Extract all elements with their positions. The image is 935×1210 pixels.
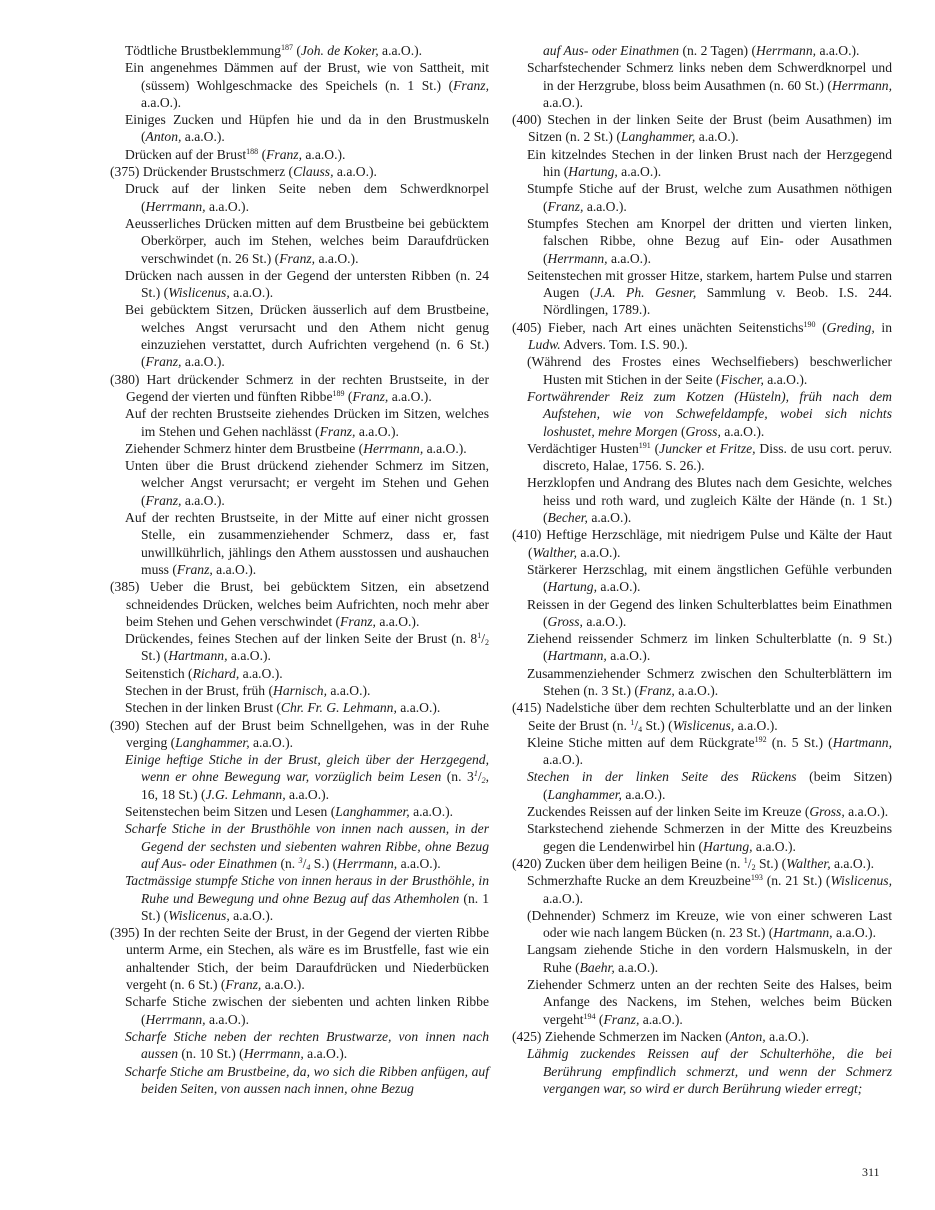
entry-text: (Dehnender) Schmerz im Kreuze, wie von einer schweren Last oder wie nach langem Bücken (n. 23 St.) ( [527, 907, 892, 941]
source-author: Anton, [145, 129, 182, 145]
entry-text: a.a.O.). [617, 164, 662, 180]
entry-text: Langsam ziehende Stiche in den vordern Halsmuskeln, in der Ruhe ( [527, 942, 892, 975]
entry-text: (n. 2 Tagen) ( [682, 43, 756, 58]
entry-text: (395) In der rechten Seite der Brust, in der Gegend der vierten Ribbe unterm Arme, ein Stechen, als wäre es im Brustfelle, fast wie ein anhaltender Stich, der beim Daraufdrücken und Niederbücken vergeht (n. 6 St.) ( [110, 925, 489, 993]
symptom-entry [110, 163, 489, 180]
symptom-entry [110, 751, 489, 803]
entry-text: St.) ( [642, 717, 673, 733]
entry-text: a.a.O.). [763, 371, 808, 387]
symptom-entry [110, 717, 489, 752]
entry-text: a.a.O.). [327, 682, 371, 698]
symptom-entry [512, 907, 892, 942]
source-author: J.A. Ph. Gesner, [594, 285, 697, 301]
source-author: Walther, [532, 544, 577, 560]
source-author: Franz, [225, 977, 262, 993]
entry-text: (n. 3 [446, 769, 474, 785]
entry-text: a.a.O.). [543, 752, 584, 768]
symptom-entry [110, 1028, 489, 1063]
footnote-marker: 194 [583, 1011, 596, 1021]
entry-text: S.) ( [310, 855, 338, 871]
entry-text: Zusammenziehender Schmerz zwischen den Schulterblättern im Stehen (n. 3 St.) ( [527, 665, 892, 698]
entry-text: a.a.O.). [607, 250, 651, 266]
symptom-entry [110, 301, 489, 370]
entry-text: a.a.O.). [597, 579, 641, 595]
source-author: Stechen in der linken Seite des Rückens [527, 769, 797, 785]
symptom-entry [512, 526, 892, 561]
source-author: Wislicenus, [168, 907, 230, 923]
entry-text: in [874, 319, 892, 335]
entry-text: auf Aus- oder Einathmen [543, 43, 683, 58]
symptom-entry [110, 820, 489, 872]
footnote-marker: 193 [750, 873, 763, 883]
source-author: Juncker et Fritze, [659, 440, 756, 456]
entry-text: a.a.O.). [587, 510, 632, 526]
source-author: Ludw. [528, 337, 561, 353]
footnote-marker: 1 [743, 855, 748, 865]
symptom-entry [110, 215, 489, 267]
source-author: Franz, [547, 198, 584, 214]
entry-text: Verdächtiger Husten [527, 440, 639, 456]
entry-text: a.a.O.). [734, 717, 778, 733]
symptom-entry [110, 180, 489, 215]
symptom-entry [512, 353, 892, 388]
symptom-entry [110, 803, 489, 820]
entry-text: / [747, 855, 752, 871]
source-author: Herrmann, [145, 198, 206, 214]
entry-text: / [481, 631, 485, 647]
symptom-entry [110, 111, 489, 146]
source-author: Gross, [547, 613, 583, 629]
footnote-marker: 1 [477, 631, 482, 641]
symptom-entry [110, 682, 489, 699]
entry-text: (405) Fieber, nach Art eines unächten Seitenstichs [512, 319, 804, 335]
entry-text: ( [344, 388, 353, 404]
symptom-entry [512, 803, 892, 820]
entry-text: Seitenstechen beim Sitzen und Lesen ( [125, 804, 336, 820]
entry-text: a.a.O.). [261, 977, 305, 993]
entry-text: (beim Sitzen) ( [543, 769, 892, 802]
source-author: Franz, [266, 146, 302, 162]
entry-text: Aeusserliches Drücken mitten auf dem Brustbeine bei gebücktem Oberkörper, auch im Stehen, welches beim Daraufdrücken verschwindet (n. 26 St.) ( [125, 215, 489, 266]
entry-text: (Während des Frostes eines Wechselfiebers) beschwerlicher Husten mit Stichen in der Seite ( [527, 354, 892, 387]
right-column [512, 42, 892, 1097]
footnote-marker: 188 [246, 146, 259, 156]
entry-text: Kleine Stiche mitten auf dem Rückgrate [527, 734, 755, 750]
symptom-entry [512, 734, 892, 769]
symptom-entry [512, 388, 892, 440]
entry-text: (400) Stechen in der linken Seite der Brust (beim Ausathmen) im Sitzen (n. 2 St.) ( [512, 112, 892, 145]
entry-text: a.a.O.). [285, 786, 330, 802]
source-author: Franz, [145, 354, 182, 370]
source-author: Greding, [826, 319, 875, 335]
symptom-entry [512, 665, 892, 700]
symptom-entry [110, 509, 489, 578]
entry-text: a.a.O.). [752, 838, 796, 854]
entry-text: Druck auf der linken Seite neben dem Schwerdknorpel ( [125, 181, 489, 214]
entry-text: St.) ( [755, 855, 787, 871]
symptom-entry [110, 699, 489, 716]
entry-text: Unten über die Brust drückend ziehender Schmerz im Sitzen, welcher Angst verursacht; er vergeht im Stehen und Gehen ( [125, 458, 489, 508]
entry-text: a.a.O.). [614, 959, 659, 975]
entry-text: (380) Hart drückender Schmerz in der rechten Brustseite, in der Gegend der vierten und fünften Ribbe [110, 371, 489, 404]
source-author: Gross, [685, 423, 721, 439]
entry-text: Stechen in der Brust, früh ( [125, 682, 273, 698]
source-author: Langhammer, [620, 129, 696, 145]
entry-text: Schmerzhafte Rucke an dem Kreuzbeine [527, 873, 751, 889]
symptom-entry [512, 146, 892, 181]
entry-text: Drücken auf der Brust [125, 146, 247, 162]
symptom-entry [110, 457, 489, 509]
source-author: Becher, [547, 510, 588, 526]
entry-text: Auf der rechten Brustseite ziehendes Drücken im Sitzen, welches im Stehen und Gehen nachlässt ( [125, 406, 489, 439]
source-author: Wislicenus, [672, 717, 735, 733]
symptom-entry [512, 1028, 892, 1045]
symptom-entry [512, 820, 892, 855]
entry-text: a.a.O.). [375, 613, 420, 629]
entry-text: Stechen in der linken Brust ( [125, 700, 281, 716]
entry-text: ( [258, 146, 267, 162]
symptom-entry [512, 59, 892, 111]
symptom-entry [512, 215, 892, 267]
symptom-entry [512, 180, 892, 215]
symptom-entry [110, 872, 489, 924]
entry-text: Stumpfe Stiche auf der Brust, welche zum Ausathmen nöthigen ( [527, 181, 892, 214]
page-number: 311 [862, 1165, 880, 1179]
entry-text: Scharfstechender Schmerz links neben dem Schwerdknorpel und in der Herzgrube, bloss beim Ausathmen (n. 60 St.) ( [527, 60, 892, 93]
symptom-entry [110, 371, 489, 406]
source-author: Hartung, [703, 838, 753, 854]
entry-text: (n. 5 St.) ( [766, 734, 833, 750]
entry-text: a.a.O.). [543, 890, 584, 906]
symptom-entry [512, 699, 892, 734]
source-author: Franz, [279, 250, 316, 266]
entry-text: Tactmässige stumpfe Stiche von innen heraus in der Brusthöhle, in Ruhe und Bewegung und ohne Bezug auf das Athemholen [125, 873, 489, 906]
entry-text: (n. 10 St.) ( [181, 1046, 244, 1062]
entry-text: Diss. de usu cort. peruv. discreto, Halae, 1756. S. 26.). [543, 440, 893, 474]
source-author: Franz, [176, 561, 213, 577]
entry-text: ( [815, 319, 827, 335]
entry-text: Fortwährender Reiz zum Kotzen (Hüsteln), früh nach dem Aufstehen, wie von Schwefeldampfe, wobei sich nichts loshustet, mehre Morgen [527, 388, 892, 439]
source-author: Herrmann, [337, 855, 398, 871]
entry-text: a.a.O.). [409, 804, 454, 820]
entry-text: Ein angenehmes Dämmen auf der Brust, wie von Sattheit, mit (süssem) Wohlgeschmacke des Speichels (n. 1 St.) ( [125, 60, 489, 93]
entry-text: ( [595, 1011, 604, 1027]
entry-text: a.a.O.). [388, 388, 432, 404]
entry-text: / [477, 769, 482, 785]
entry-text: ( [650, 440, 660, 456]
source-author: Joh. de Koker, [300, 43, 379, 58]
symptom-entry [110, 440, 489, 457]
footnote-marker: 191 [638, 440, 651, 450]
entry-text: a.a.O.). [396, 700, 441, 716]
entry-text: Zuckendes Reissen auf der linken Seite im Kreuze ( [527, 804, 810, 820]
entry-text: a.a.O.). [830, 855, 874, 871]
source-author: J.G. Lehmann, [205, 786, 286, 802]
source-author: Franz, [603, 1011, 640, 1027]
fraction-denominator: 4 [638, 724, 643, 734]
symptom-entry [110, 405, 489, 440]
entry-text: Ein kitzelndes Stechen in der linken Brust nach der Herzgegend hin ( [527, 146, 892, 180]
entry-text: a.a.O.). [315, 250, 359, 266]
symptom-entry [110, 665, 489, 682]
entry-text: Scharfe Stiche zwischen der siebenten und achten linken Ribbe ( [125, 994, 489, 1027]
fraction-denominator: 2 [751, 862, 756, 872]
entry-text: a.a.O.). [576, 544, 621, 560]
symptom-entry [110, 1063, 489, 1098]
entry-text: Tödtliche Brustbeklemmung [125, 43, 281, 58]
footnote-marker: 1 [473, 769, 478, 779]
symptom-entry [512, 267, 892, 319]
source-author: Hartmann, [168, 648, 228, 664]
symptom-entry [512, 111, 892, 146]
source-author: Hartung, [547, 579, 598, 595]
entry-text: a.a.O.). [181, 492, 225, 508]
entry-text: a.a.O.). [378, 43, 423, 58]
left-column [110, 42, 489, 1097]
entry-text: a.a.O.). [302, 146, 346, 162]
symptom-entry [110, 924, 489, 993]
source-author: Hartmann, [547, 648, 607, 664]
entry-text: Ziehender Schmerz unten an der rechten Seite des Halses, beim Anfange des Nackens, im Stehen, welches beim Bücken vergeht [527, 977, 892, 1027]
entry-text: a.a.O.). [639, 1011, 683, 1027]
source-author: Franz, [319, 423, 356, 439]
entry-text: a.a.O.). [141, 94, 182, 110]
entry-text: (410) Heftige Herzschläge, mit niedrigem Pulse und Kälte der Haut ( [512, 527, 892, 560]
entry-text: Advers. Tom. I.S. 90.). [560, 337, 688, 353]
symptom-entry [512, 872, 892, 907]
entry-text: Lähmig zuckendes Reissen auf der Schulterhöhe, die bei Berührung empfindlich schmerzt, und wenn der Schmerz vergangen war, so wird er durch Berührung wieder erregt; [527, 1046, 892, 1096]
source-author: Langhammer, [335, 804, 410, 820]
entry-text: a.a.O.). [674, 682, 719, 698]
entry-text: Seitenstechen mit grosser Hitze, starkem, hartem Pulse und starren Augen ( [527, 267, 892, 301]
source-author: Richard, [192, 665, 240, 681]
entry-text: a.a.O.). [229, 907, 274, 923]
entry-text: Ziehend reissender Schmerz im linken Schulterblatte (n. 9 St.) ( [527, 631, 892, 664]
entry-text: Auf der rechten Brustseite, in der Mitte auf einer nicht grossen Stelle, ein zusammenziehender Schmerz, dass er, fast unwillkührlich, jählings den Athem ausstossen und aushauchen muss ( [125, 510, 489, 577]
symptom-entry [512, 319, 892, 354]
entry-text: Sammlung v. Beob. I.S. 244. Nördlingen, 1789.). [543, 285, 892, 318]
entry-text: Ziehender Schmerz hinter dem Brustbeine ( [125, 440, 364, 456]
source-author: Wislicenus, [168, 285, 230, 301]
entry-text: a.a.O.). [543, 94, 584, 110]
entry-text: a.a.O.). [205, 1011, 249, 1027]
symptom-entry [512, 596, 892, 631]
symptom-entry [512, 42, 892, 59]
symptom-entry [512, 474, 892, 526]
source-author: Baehr, [579, 959, 615, 975]
source-author: Herrmann, [145, 1011, 206, 1027]
symptom-entry [110, 59, 489, 111]
source-author: Langhammer, [175, 734, 250, 750]
entry-text: a.a.O.). [765, 1028, 810, 1044]
symptom-entry [512, 1045, 892, 1097]
source-author: Langhammer, [547, 786, 622, 802]
entry-text: a.a.O.). [844, 804, 889, 820]
entry-text: , 16, 18 St.) ( [141, 769, 490, 802]
source-author: Franz, [145, 492, 182, 508]
entry-text: Stumpfes Stechen am Knorpel der dritten und vierten linken, falschen Ribbe, ohne Bezug auf Ein- oder Ausathmen ( [527, 215, 892, 266]
footnote-marker: 187 [280, 43, 293, 52]
entry-text: a.a.O.). [303, 1046, 348, 1062]
entry-text: a.a.O.). [397, 855, 441, 871]
symptom-entry [512, 561, 892, 596]
entry-text: Seitenstich ( [125, 665, 193, 681]
source-author: Harnisch, [273, 682, 327, 698]
symptom-entry [512, 941, 892, 976]
source-author: Hartmann, [832, 734, 893, 750]
entry-text: (n. 21 St.) ( [762, 873, 831, 889]
entry-text: (415) Nadelstiche über dem rechten Schulterblatte und an der linken Seite der Brust (n. [512, 700, 892, 733]
entry-text: (n. [280, 855, 299, 871]
source-author: Franz, [352, 388, 389, 404]
symptom-entry [512, 976, 892, 1028]
entry-text: Scharfe Stiche am Brustbeine, da, wo sich die Ribben anfügen, auf beiden Seiten, von aussen nach innen, ohne Bezug [125, 1063, 489, 1096]
source-author: Herrmann, [831, 77, 892, 93]
entry-text: (425) Ziehende Schmerzen im Nacken ( [512, 1028, 730, 1044]
entry-text: a.a.O.). [205, 198, 249, 214]
source-author: Franz, [638, 682, 675, 698]
entry-text: a.a.O.). [621, 786, 666, 802]
entry-text: St.) ( [141, 648, 169, 664]
entry-text: a.a.O.). [720, 423, 765, 439]
symptom-entry [110, 146, 489, 163]
entry-text: a.a.O.). [355, 423, 399, 439]
footnote-marker: 3 [298, 855, 303, 865]
source-author: Hartung, [568, 164, 618, 180]
entry-text: Einiges Zucken und Hüpfen hie und da in den Brustmuskeln ( [125, 112, 489, 145]
entry-text: ( [292, 43, 301, 58]
symptom-entry [110, 993, 489, 1028]
footnote-marker: 1 [630, 717, 635, 727]
entry-text: Einige heftige Stiche in der Brust, gleich über der Herzgegend, wenn er ohne Bewegung war, vorzüglich beim Lesen [125, 752, 489, 785]
entry-text: Drücken nach aussen in der Gegend der untersten Ribben (n. 24 St.) ( [125, 267, 489, 301]
symptom-entry [512, 768, 892, 803]
source-author: Wislicenus, [830, 873, 892, 889]
source-author: Fischer, [720, 371, 764, 387]
entry-text: a.a.O.). [249, 734, 294, 750]
entry-text: a.a.O.). [582, 613, 627, 629]
entry-text: a.a.O.). [181, 354, 225, 370]
entry-text: Drückendes, feines Stechen auf der linken Seite der Brust (n. 8 [125, 631, 478, 647]
entry-text: / [634, 717, 639, 733]
entry-text: (390) Stechen auf der Brust beim Schnellgehen, was in der Ruhe verging ( [110, 717, 489, 750]
entry-text: / [302, 855, 307, 871]
entry-text: Bei gebücktem Sitzen, Drücken äusserlich auf dem Brustbeine, welches Angst verursacht und den Athem nicht genug einzuziehen verstattet, durch Aufrichten vergehend (n. 6 St.) ( [125, 302, 489, 370]
entry-text: a.a.O.). [181, 129, 225, 145]
source-author: Franz, [340, 613, 376, 629]
source-author: Herrmann, [756, 43, 817, 58]
symptom-entry [110, 42, 489, 59]
symptom-entry [512, 630, 892, 665]
entry-text: a.a.O.). [583, 198, 627, 214]
entry-text: Stärkerer Herzschlag, mit einem ängstlichen Gefühle verbunden ( [527, 561, 892, 595]
source-author: Franz, [453, 77, 489, 93]
entry-text: a.a.O.). [229, 285, 274, 301]
footnote-marker: 190 [803, 319, 816, 329]
symptom-entry [512, 855, 892, 872]
entry-text: a.a.O.). [606, 648, 651, 664]
entry-text: (n. 1 St.) ( [141, 890, 489, 923]
entry-text: a.a.O.). [227, 648, 271, 664]
entry-text: a.a.O.). [423, 440, 467, 456]
symptom-entry [110, 267, 489, 302]
source-author: Hartmann, [773, 925, 833, 941]
entry-text: (420) Zucken über dem heiligen Beine (n. [512, 855, 744, 871]
footnote-marker: 192 [754, 734, 767, 744]
symptom-entry [512, 440, 892, 475]
fraction-denominator: 2 [481, 776, 486, 786]
entry-text: a.a.O.). [239, 665, 283, 681]
source-author: Walther, [786, 855, 831, 871]
source-author: Herrmann, [243, 1046, 304, 1062]
source-author: Gross, [809, 804, 845, 820]
entry-text: Starkstechend ziehende Schmerzen in der Mitte des Kreuzbeins gegen die Lendenwirbel hin ( [527, 821, 892, 854]
entry-text: (385) Ueber die Brust, bei gebücktem Sitzen, ein absetzend schneidendes Drücken, welches beim Aufrichten, noch mehr aber beim Stehen und Gehen verschwindet ( [110, 579, 489, 629]
entry-text: a.a.O.). [333, 164, 377, 180]
source-author: Clauss, [293, 164, 334, 180]
entry-text: a.a.O.). [832, 925, 876, 941]
entry-text: a.a.O.). [695, 129, 739, 145]
fraction-denominator: 4 [306, 862, 311, 872]
entry-text: Reissen in der Gegend des linken Schulterblattes beim Einathmen ( [527, 596, 892, 629]
source-author: Herrmann, [547, 250, 608, 266]
footnote-marker: 189 [332, 388, 345, 398]
fraction-denominator: 2 [485, 638, 489, 648]
entry-text: (375) Drückender Brustschmerz ( [110, 164, 294, 180]
entry-text: Scharfe Stiche in der Brusthöhle von innen nach aussen, in der Gegend der sechsten und siebenten wahren Ribbe, ohne Bezug auf Aus- oder Einathmen [125, 821, 489, 871]
entry-text: ( [680, 423, 686, 439]
symptom-entry [110, 630, 489, 665]
source-author: Herrmann, [363, 440, 424, 456]
source-author: Chr. Fr. G. Lehmann, [280, 700, 397, 716]
entry-text: a.a.O.). [816, 43, 860, 58]
symptom-entry [110, 578, 489, 630]
entry-text: Scharfe Stiche neben der rechten Brustwarze, von innen nach aussen [125, 1028, 489, 1062]
entry-text: Herzklopfen und Andrang des Blutes nach dem Gesichte, welches heiss und roth ward, und zugleich Kälte der Hände (n. 1 St.) ( [527, 475, 892, 526]
entry-text: a.a.O.). [212, 561, 257, 577]
source-author: Anton, [729, 1028, 766, 1044]
